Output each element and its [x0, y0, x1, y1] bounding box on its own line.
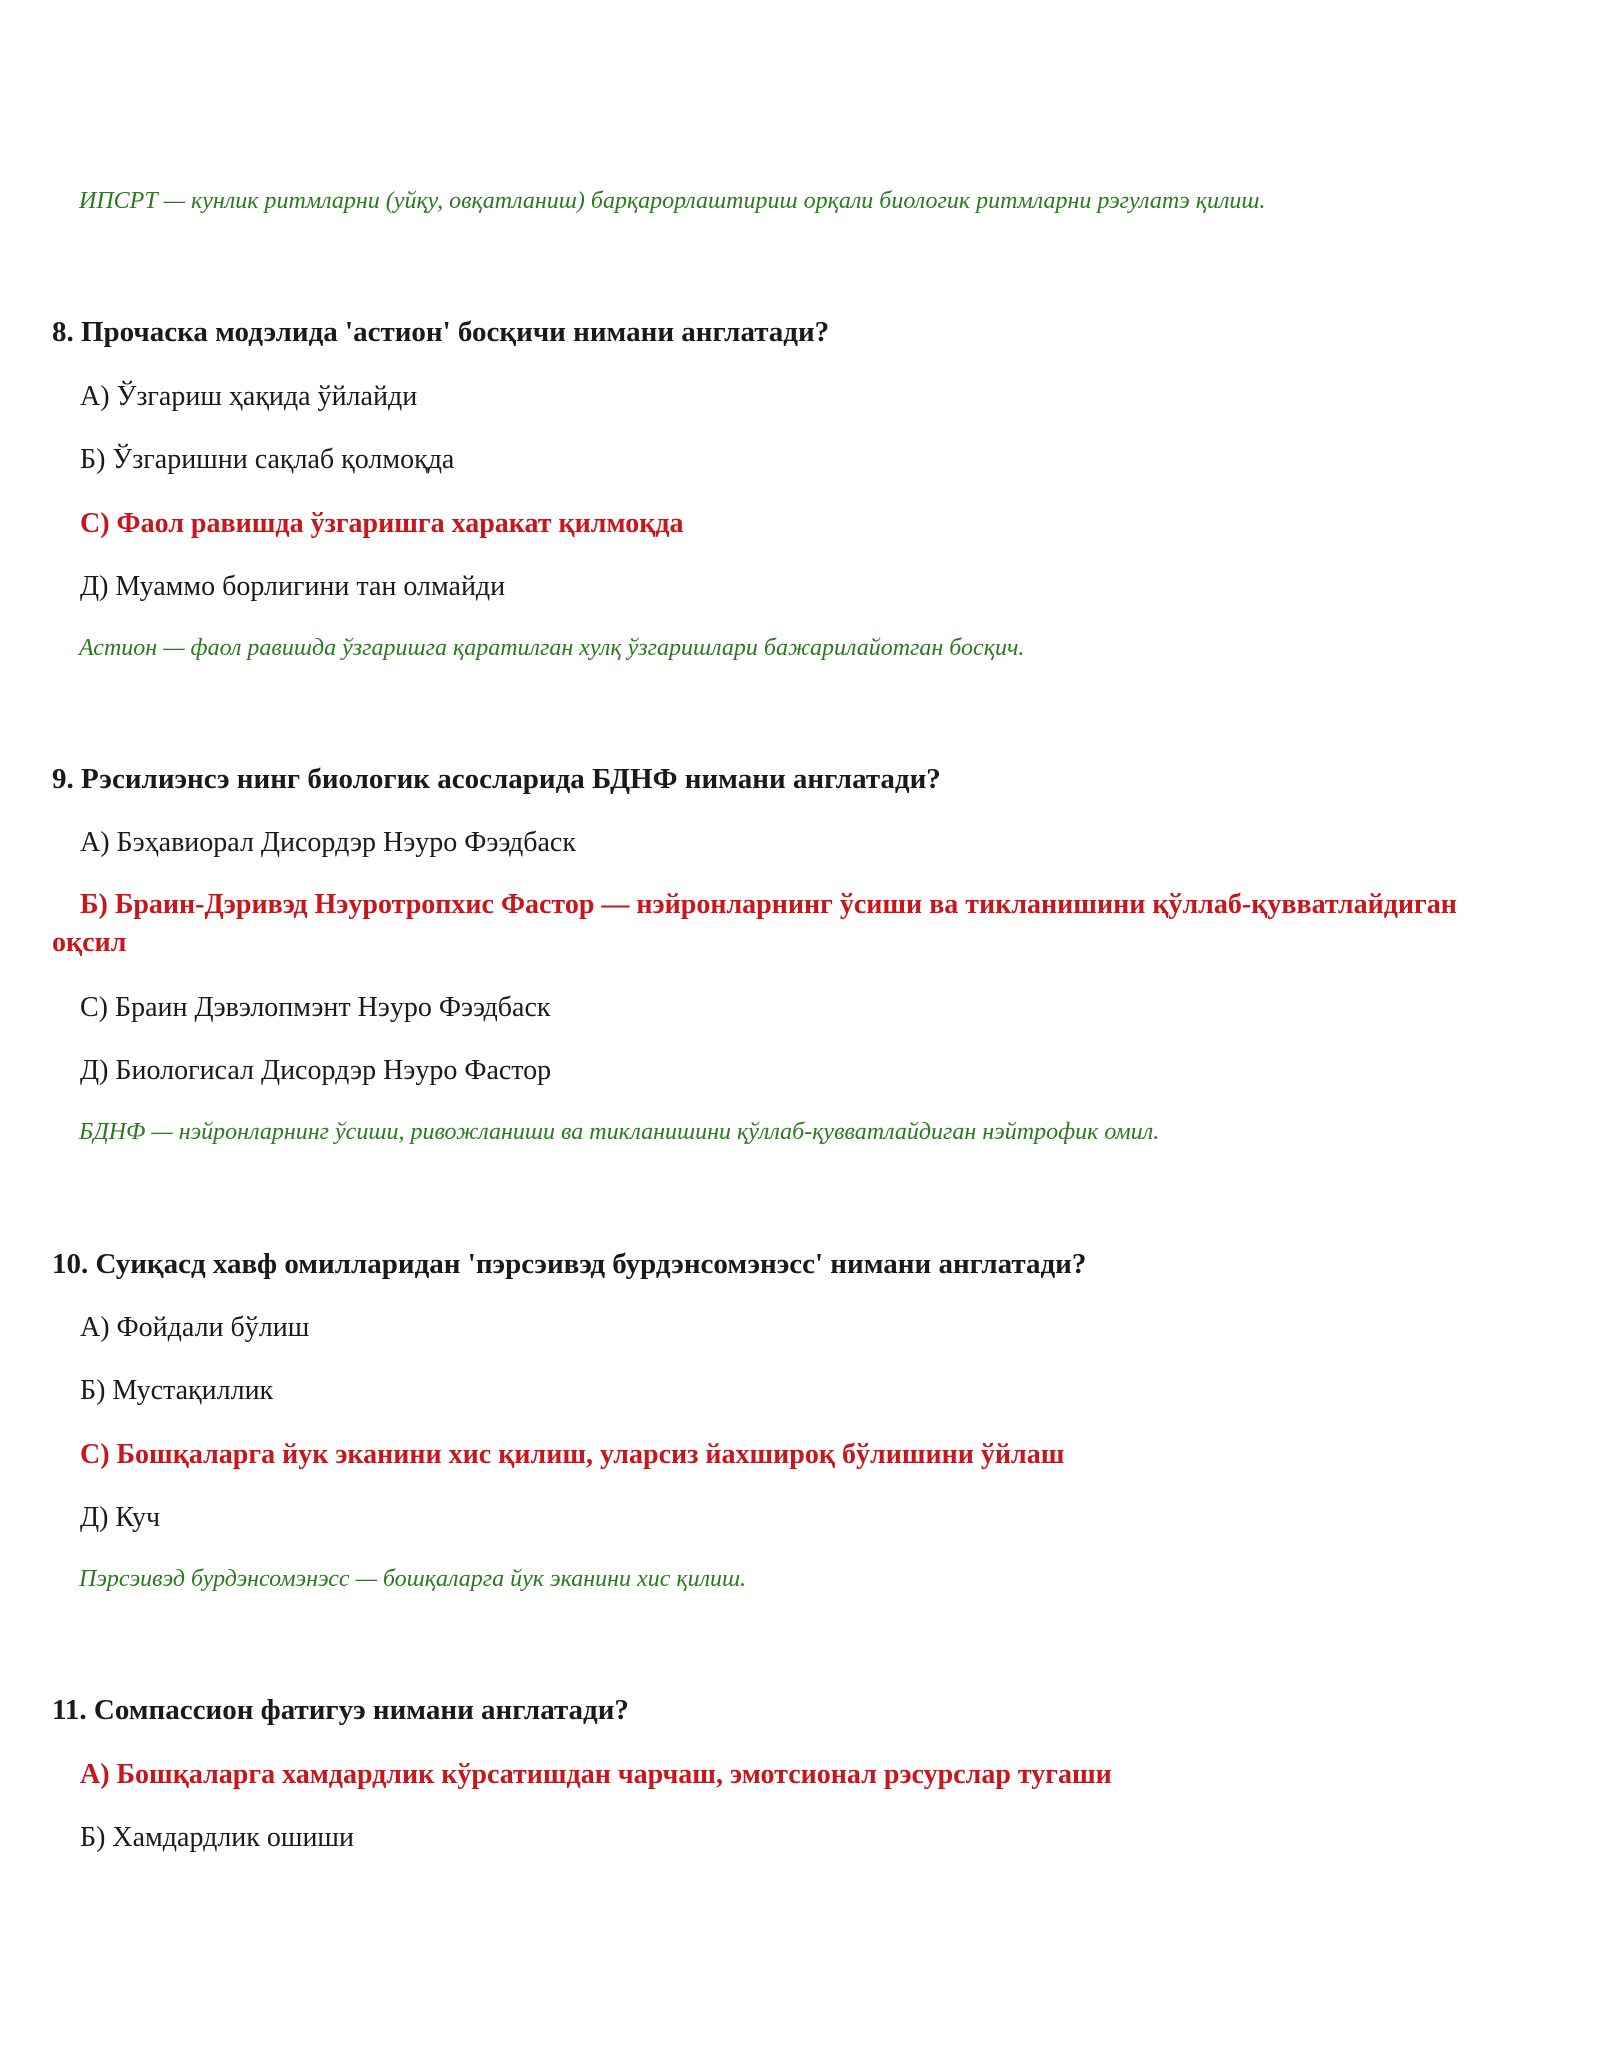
answer-option: Б) Хамдардлик ошиши: [80, 1822, 354, 1853]
explanation-text: Астион — фаол равишда ўзгаришга қаратилган хулқ ўзгаришлари бажарилайотган босқич.: [79, 635, 1025, 661]
answer-option: А) Ўзгариш ҳақида ўйлайди: [80, 381, 418, 412]
correct-answer-option: С) Бошқаларга йук эканини хис қилиш, уларсиз йахшироқ бўлишини ўйлаш: [80, 1439, 1065, 1470]
answer-option: А) Бэҳавиорал Дисордэр Нэуро Фээдбаск: [80, 827, 576, 858]
answer-option: С) Браин Дэвэлопмэнт Нэуро Фээдбаск: [80, 992, 551, 1023]
question-title: 8. Прочаска модэлида 'астион' босқичи нимани англатади?: [52, 316, 830, 348]
question-title: 10. Суиқасд хавф омилларидан 'пэрсэивэд бурдэнсомэнэсс' нимани англатади?: [52, 1248, 1087, 1280]
answer-option: Б) Мустақиллик: [80, 1375, 274, 1406]
correct-answer-option: С) Фаол равишда ўзгаришга харакат қилмоқда: [80, 508, 684, 539]
answer-option: Д) Куч: [80, 1502, 161, 1533]
answer-option: Д) Биологисал Дисордэр Нэуро Фастор: [80, 1055, 552, 1086]
explanation-text: Пэрсэивэд бурдэнсомэнэсс — бошқаларга йук эканини хис қилиш.: [79, 1566, 747, 1592]
answer-option: А) Фойдали бўлиш: [80, 1312, 310, 1343]
correct-answer-option: А) Бошқаларга хамдардлик кўрсатишдан чарчаш, эмотсионал рэсурслар тугаши: [80, 1759, 1112, 1790]
answer-option: Б) Ўзгаришни сақлаб қолмоқда: [80, 444, 455, 475]
explanation-text: БДНФ — нэйронларнинг ўсиши, ривожланиши ва тикланишини қўллаб-қувватлайдиган нэйтрофик омил.: [79, 1119, 1160, 1145]
answer-option: Д) Муаммо борлигини тан олмайди: [80, 571, 506, 602]
correct-answer-option: Б) Браин-Дэривэд Нэуротропхис Фастор — нэйронларнинг ўсиши ва тикланишини қўллаб-қувватлайдиган оқсил: [52, 889, 1457, 958]
question-title: 9. Рэсилиэнсэ нинг биологик асосларида БДНФ нимани англатади?: [52, 763, 941, 795]
explanation-text: ИПСРТ — кунлик ритмларни (уйқу, овқатланиш) барқарорлаштириш орқали биологик ритмларни рэгулатэ қилиш.: [79, 188, 1266, 214]
question-title: 11. Сомпассион фатигуэ нимани англатади?: [52, 1694, 629, 1726]
